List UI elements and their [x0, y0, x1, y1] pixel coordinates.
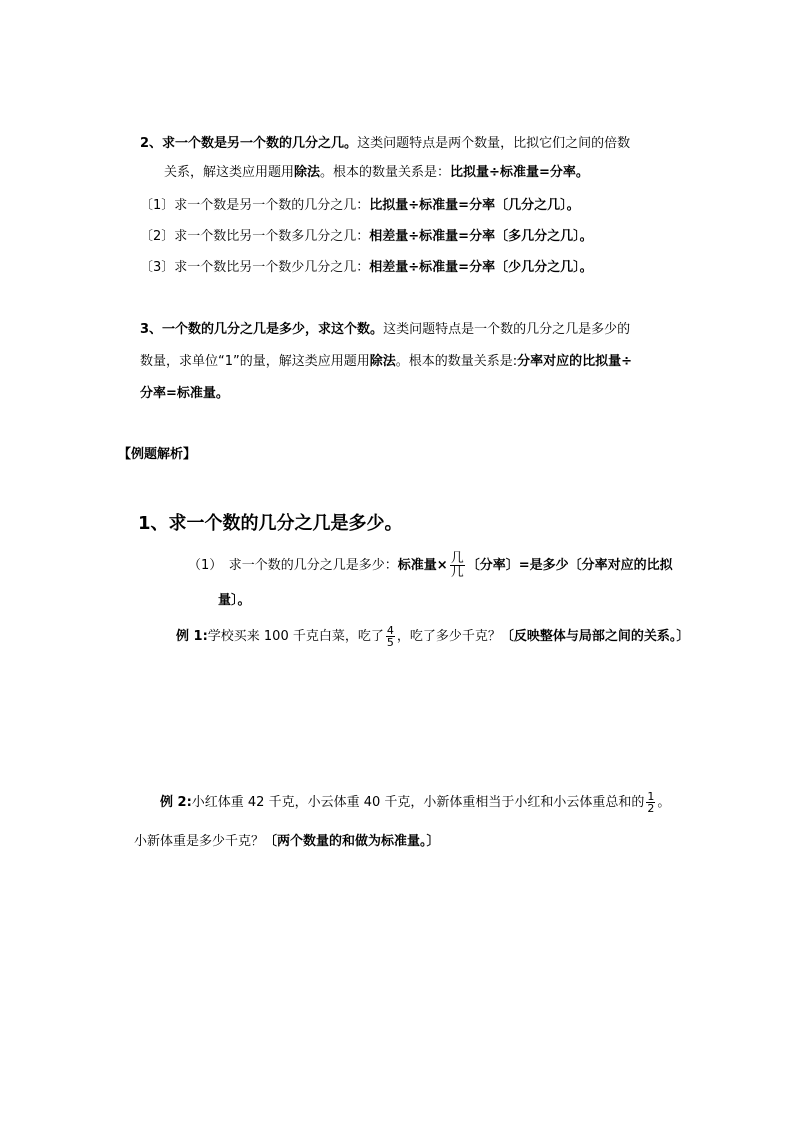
section3-method: 除法: [369, 354, 396, 369]
examples-header: 【例题解析】: [118, 447, 197, 462]
item-formula: 比拟量÷标准量=分率〔几分之几〕。: [369, 198, 580, 213]
example2-text-b: 。: [657, 795, 671, 810]
section2-desc2b: 。根本的数量关系是：: [320, 165, 451, 180]
section2-item-2: [140, 228, 593, 246]
fraction-denominator: 几: [450, 565, 464, 580]
section2-item-3: [140, 259, 593, 277]
section2-number: 2、: [140, 136, 163, 151]
section2-line2: [164, 164, 589, 182]
section3-line3: [140, 385, 229, 403]
example2-note: 〔两个数量的和做为标准量。〕: [264, 834, 440, 849]
fraction-ji-over-ji: [450, 552, 465, 579]
topic-heading: 1、求一个数的几分之几是多少。: [138, 513, 403, 534]
fraction-numerator: 1: [647, 790, 655, 803]
fraction-one-half: [646, 791, 655, 814]
section3-line2: [140, 353, 632, 371]
example2-line2-text: 小新体重是多少千克？: [134, 834, 265, 849]
sub1-formula-a: 标准量×: [397, 558, 448, 573]
section3-formula2: 分率=标准量。: [140, 386, 229, 401]
item-prefix: 〔1〕求一个数是另一个数的几分之几：: [140, 198, 370, 213]
sub1-formula-b: 〔分率〕=是多少〔分率对应的比拟: [466, 558, 673, 573]
example2-line2: [134, 833, 440, 851]
section3-number: 3、: [140, 322, 163, 337]
example1-label: 例 1:: [176, 629, 208, 644]
fraction-four-fifths: [386, 625, 395, 648]
example2-line1: [160, 790, 670, 816]
sub1-prefix: （1） 求一个数的几分之几是多少：: [188, 558, 398, 573]
section3-desc2b: 。根本的数量关系是:: [395, 354, 518, 369]
item-prefix: 〔3〕求一个数比另一个数少几分之几：: [140, 260, 370, 275]
sub1-line1: [188, 552, 673, 579]
section2-method: 除法: [294, 165, 321, 180]
item-formula: 相差量÷标准量=分率〔少几分之几〕。: [369, 260, 593, 275]
sub1-formula-c: 量〕。: [218, 593, 251, 608]
item-formula: 相差量÷标准量=分率〔多几分之几〕。: [369, 229, 593, 244]
sub1-line2: [218, 592, 251, 610]
section2-item-1: [140, 197, 580, 215]
example2-text-a: 小红体重 42 千克，小云体重 40 千克，小新体重相当于小红和小云体重总和的: [191, 795, 645, 810]
section2-formula: 比拟量÷标准量=分率。: [450, 165, 589, 180]
example1-text-b: ，吃了多少千克？: [396, 629, 501, 644]
section3-desc1: 这类问题特点是一个数的几分之几是多少的: [383, 322, 631, 337]
section2-desc1: 这类问题特点是两个数量，比拟它们之间的倍数: [357, 136, 631, 151]
fraction-denominator: 2: [647, 802, 655, 815]
section2-title: 求一个数是另一个数的几分之几。: [162, 136, 358, 151]
example1: [176, 624, 689, 650]
section3-desc2a: 数量，求单位“1”的量，解这类应用题用: [140, 354, 370, 369]
fraction-denominator: 5: [386, 636, 394, 649]
section3-title: 一个数的几分之几是多少，求这个数。: [162, 322, 384, 337]
section3-formula1: 分率对应的比拟量÷: [517, 354, 633, 369]
example1-note: 〔反映整体与局部之间的关系。〕: [500, 629, 690, 644]
fraction-numerator: 4: [386, 624, 394, 637]
section2-desc2a: 关系，解这类应用题用: [164, 165, 295, 180]
item-prefix: 〔2〕求一个数比另一个数多几分之几：: [140, 229, 370, 244]
example2-label: 例 2:: [160, 795, 192, 810]
section3-line1: [140, 321, 630, 339]
example1-text-a: 学校买来 100 千克白菜，吃了: [207, 629, 384, 644]
section2-line1: [140, 135, 630, 153]
fraction-numerator: 几: [450, 551, 464, 566]
